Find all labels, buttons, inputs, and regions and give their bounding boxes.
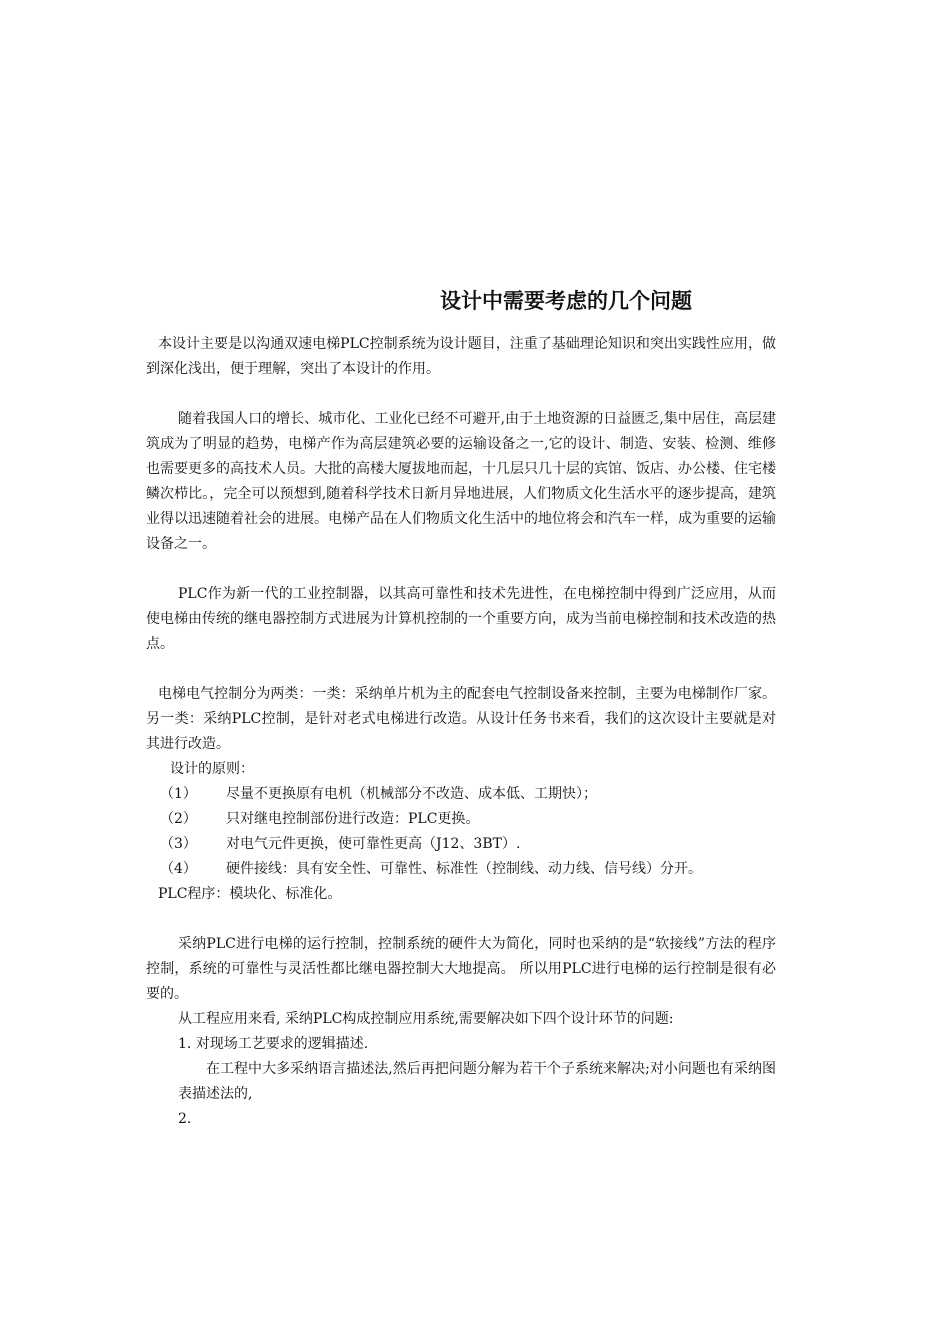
paragraph-plc-advantages: 采纳PLC进行电梯的运行控制，控制系统的硬件大为简化，同时也采纳的是“软接线”方法的程序控制，系统的可靠性与灵活性都比继电器控制大大地提高。 所以用PLC进行电梯的运行控制是很有必要的。 [146, 936, 776, 1002]
document-body [146, 288, 776, 1132]
paragraph-control-types: 电梯电气控制分为两类：一类：采纳单片机为主的配套电气控制设备来控制，主要为电梯制作厂家。另一类：采纳PLC控制，是针对老式电梯进行改造。从设计任务书来看，我们的这次设计主要就是对其进行改造。 [146, 686, 776, 752]
list-item-text: 只对继电控制部份进行改造：PLC更换。 [226, 811, 480, 827]
page-title: 设计中需要考虑的几个问题 [440, 289, 692, 313]
list-item-text: 对电气元件更换，使可靠性更高（J12、3BT）. [226, 836, 521, 852]
list-item [146, 857, 776, 882]
paragraph-engineering: 从工程应用来看, 采纳PLC构成控制应用系统,需要解决如下四个设计环节的问题: [178, 1011, 674, 1027]
list-item-text: 硬件接线：具有安全性、可靠性、标准性（控制线、动力线、信号线）分开。 [226, 861, 702, 877]
principles-label: 设计的原则： [170, 761, 254, 777]
list-item-number: （1） [160, 786, 197, 802]
list-item [146, 782, 776, 807]
step-2: 2. [178, 1111, 192, 1127]
list-item-number: （4） [160, 861, 197, 877]
step-1-detail: 在工程中大多采纳语言描述法,然后再把问题分解为若干个子系统来解决;对小问题也有采纳图表描述法的, [178, 1061, 776, 1102]
list-item-number: （3） [160, 836, 197, 852]
list-item [146, 832, 776, 857]
list-item-number: （2） [160, 811, 197, 827]
list-item-text: 尽量不更换原有电机（机械部分不改造、成本低、工期快）； [226, 786, 597, 802]
paragraph-plc-intro: PLC作为新一代的工业控制器，以其高可靠性和技术先进性，在电梯控制中得到广泛应用，从而使电梯由传统的继电器控制方式进展为计算机控制的一个重要方向，成为当前电梯控制和技术改造的热点。 [146, 586, 776, 652]
paragraph-background: 随着我国人口的增长、城市化、工业化已经不可避开,由于土地资源的日益匮乏,集中居住，高层建筑成为了明显的趋势，电梯产作为高层建筑必要的运输设备之一,它的设计、制造、安装、检测、维修也需要更多的高技术人员。大批的高楼大厦拔地而起，十几层只几十层的宾馆、饭店、办公楼、住宅楼鳞次栉比。，完全可以预想到,随着科学技术日新月异地进展，人们物质文化生活水平的逐步提高，建筑业得以迅速随着社会的进展。电梯产品在人们物质文化生活中的地位将会和汽车一样，成为重要的运输设备之一。 [146, 411, 776, 552]
paragraph-intro: 本设计主要是以沟通双速电梯PLC控制系统为设计题目，注重了基础理论知识和突出实践性应用，做到深化浅出，便于理解，突出了本设计的作用。 [146, 336, 776, 377]
list-item [146, 807, 776, 832]
step-1: 1. 对现场工艺要求的逻辑描述. [178, 1036, 369, 1052]
plc-program-line: PLC程序：模块化、标准化。 [158, 886, 342, 902]
